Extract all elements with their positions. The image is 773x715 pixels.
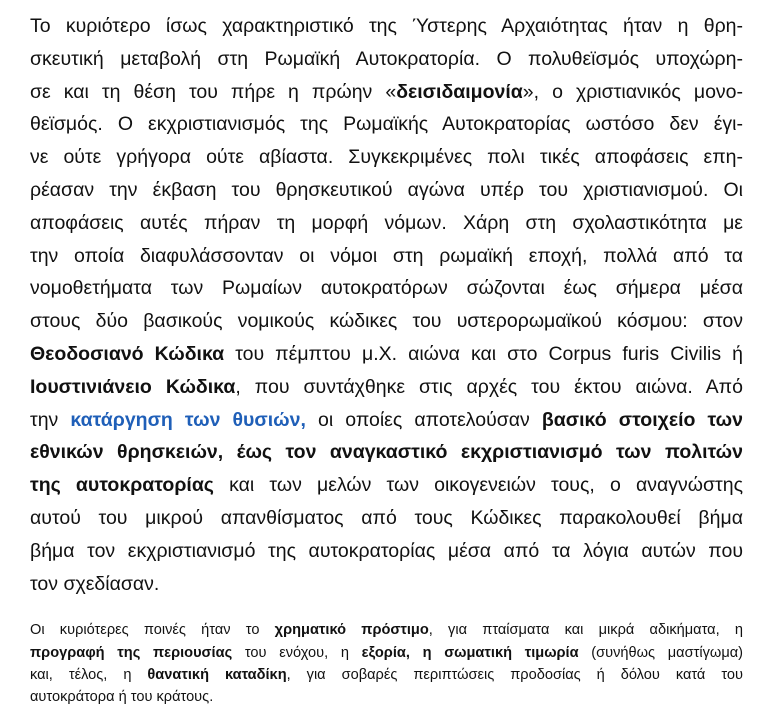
- text-run: νομοθετήματα των Ρωμαίων αυτοκρατόρων σώζονται έως σήμερα μέσα: [30, 277, 743, 300]
- text-line: [30, 371, 743, 404]
- text-run: ρέασαν την έκβαση του θρησκευτικού αγώνα υπέρ του χριστιανισμού. Οι: [30, 178, 743, 201]
- bold-term: βασικό στοιχείο των: [541, 408, 743, 431]
- main-paragraph: [30, 10, 743, 600]
- footnote-line: [30, 686, 743, 708]
- text-run: αυτοκράτορα ή του κράτους.: [30, 689, 214, 706]
- bold-term: Θεοδοσιανό Κώδικα: [30, 342, 225, 365]
- bold-term: Ιουστινιάνειο Κώδικα: [30, 375, 236, 398]
- text-line: [30, 141, 743, 174]
- text-run: την: [30, 408, 71, 431]
- bold-term: χρηματικό πρόστιμο: [274, 622, 429, 639]
- bold-term: θανατική καταδίκη: [147, 666, 287, 683]
- text-line: [30, 305, 743, 338]
- text-line: [30, 568, 743, 601]
- footnote-line: [30, 619, 743, 641]
- bold-term: προγραφή της περιουσίας: [30, 644, 233, 661]
- footnote-line: [30, 664, 743, 686]
- text-line: [30, 535, 743, 568]
- text-run: νε ούτε γρήγορα ούτε αβίαστα. Συγκεκριμένες πολι τικές αποφάσεις επη-: [30, 146, 743, 169]
- text-line: [30, 272, 743, 305]
- text-run: και των μελών των οικογενειών τους, ο αναγνώστης: [213, 474, 743, 497]
- text-run: οι οποίες αποτελούσαν: [305, 408, 542, 431]
- footnote-paragraph: [30, 619, 743, 708]
- text-line: [30, 43, 743, 76]
- text-line: [30, 10, 743, 43]
- text-run: , για πταίσματα και μικρά αδικήματα, η: [428, 622, 743, 639]
- text-line: [30, 108, 743, 141]
- text-run: , που συντάχθηκε στις αρχές του έκτου αιώνα. Από: [235, 375, 743, 398]
- text-line: [30, 76, 743, 109]
- text-line: [30, 338, 743, 371]
- text-run: του ενόχου, η: [232, 644, 362, 661]
- text-line: [30, 207, 743, 240]
- text-run: και, τέλος, η: [30, 666, 148, 683]
- text-run: », ο χριστιανικός μονο-: [522, 80, 744, 103]
- bold-term: εθνικών θρησκειών, έως τον αναγκαστικό εκχριστιανισμό των πολιτών: [30, 441, 743, 464]
- text-line: [30, 174, 743, 207]
- sacrifices-link[interactable]: κατάργηση των θυσιών,: [70, 408, 306, 431]
- text-run: την οποία διαφυλάσσονταν οι νόμοι στη ρωμαϊκή εποχή, πολλά από τα: [30, 244, 743, 267]
- bold-term: εξορία, η σωματική τιμωρία: [361, 644, 579, 661]
- text-line: [30, 404, 743, 437]
- text-run: αυτού του μικρού απανθίσματος από τους Κώδικες παρακολουθεί βήμα: [30, 506, 743, 529]
- text-line: [30, 240, 743, 273]
- text-line: [30, 502, 743, 535]
- text-line: [30, 469, 743, 502]
- text-run: βήμα τον εκχριστιανισμό της αυτοκρατορίας μέσα από τα λόγια αυτών που: [30, 539, 743, 562]
- text-run: , για σοβαρές περιπτώσεις προδοσίας ή δόλου κατά του: [286, 666, 743, 683]
- bold-term: δεισιδαιμονία: [396, 80, 523, 103]
- bold-term: της αυτοκρατορίας: [30, 474, 214, 497]
- text-run: τον σχεδίασαν.: [30, 572, 160, 595]
- text-run: σε και τη θέση του πήρε η πρώην «: [30, 80, 397, 103]
- text-line: [30, 436, 743, 469]
- text-run: θεϊσμός. Ο εκχριστιανισμός της Ρωμαϊκής Αυτοκρατορίας ωστόσο δεν έγι-: [30, 113, 743, 136]
- text-run: στους δύο βασικούς νομικούς κώδικες του υστερορωμαϊκού κόσμου: στον: [30, 310, 743, 333]
- footnote-line: [30, 642, 743, 664]
- text-run: Οι κυριότερες ποινές ήταν το: [30, 622, 275, 639]
- text-run: Το κυριότερο ίσως χαρακτηριστικό της Ύστερης Αρχαιότητας ήταν η θρη-: [30, 15, 743, 37]
- text-run: (συνήθως μαστίγωμα): [578, 644, 744, 661]
- text-run: του πέμπτου μ.Χ. αιώνα και στο Corpus furis Civilis ή: [224, 342, 743, 365]
- text-run: σκευτική μεταβολή στη Ρωμαϊκή Αυτοκρατορία. Ο πολυθεϊσμός υποχώρη-: [30, 47, 743, 70]
- text-run: αποφάσεις αυτές πήραν τη μορφή νόμων. Χάρη στη σχολαστικότητα με: [30, 211, 743, 234]
